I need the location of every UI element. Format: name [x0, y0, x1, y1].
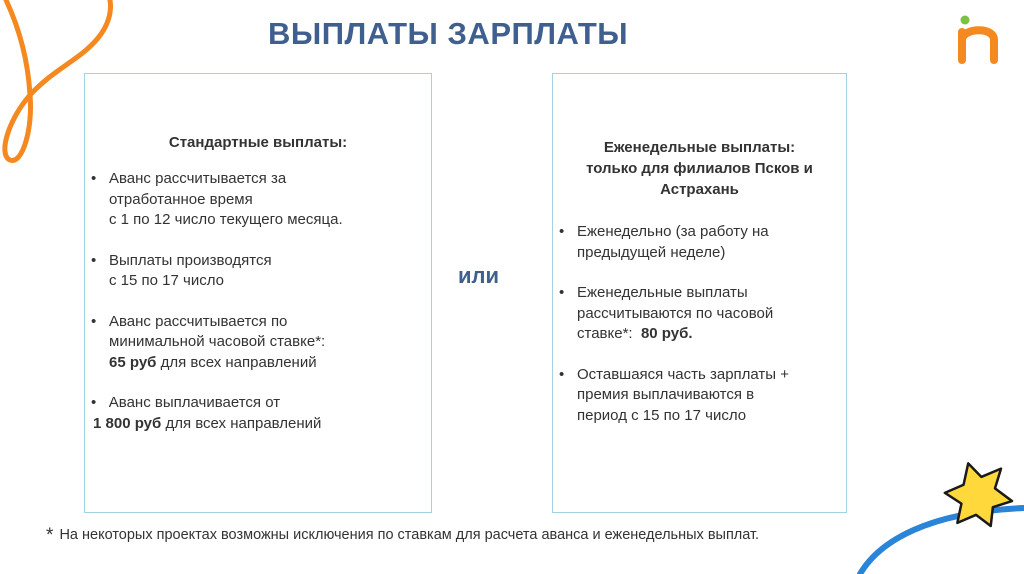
bullet-icon: • [559, 223, 565, 240]
page-title: ВЫПЛАТЫ ЗАРПЛАТЫ [268, 16, 629, 51]
item-text: для всех направлений [161, 414, 322, 432]
item-line: премия выплачиваются в [577, 386, 755, 403]
weekly-payments-list [553, 222, 846, 426]
standard-payments-list [85, 169, 431, 434]
list-item [559, 283, 846, 345]
footnote-text: На некоторых проектах возможны исключения по ставкам для расчета аванса и еженедельных выплат. [59, 527, 760, 543]
item-line: с 15 по 17 число [109, 272, 224, 289]
standard-payments-title: Стандартные выплаты: [168, 134, 348, 151]
title-line: только для филиалов Псков и [586, 160, 813, 177]
standard-payments-card [84, 73, 432, 513]
bullet-icon: • [91, 251, 97, 269]
weekly-rate-value: 80 руб. [640, 325, 693, 342]
bullet-icon: • [559, 365, 565, 383]
item-line: рассчитываются по часовой [577, 304, 774, 322]
item-line: Аванс рассчитывается за [109, 170, 287, 187]
title-line: Астрахань [660, 181, 739, 198]
item-line [91, 393, 431, 414]
item-text: для всех направлений [156, 353, 317, 371]
item-line: Еженедельные выплаты [577, 284, 748, 301]
item-line [109, 353, 431, 374]
item-line: Еженедельно (за работу на [577, 223, 769, 240]
weekly-payments-card [552, 73, 847, 513]
list-item [91, 393, 431, 434]
list-item [91, 312, 431, 374]
item-line: минимальной часовой ставке*: [109, 333, 326, 350]
item-line [577, 324, 846, 345]
footnote [46, 525, 759, 547]
item-line [91, 414, 431, 435]
bullet-icon: • [559, 284, 565, 301]
list-item [91, 251, 431, 292]
list-item [91, 169, 431, 231]
item-text: ставке*: [577, 325, 641, 342]
item-line: Аванс рассчитывается по [109, 312, 288, 330]
brand-logo-icon [958, 14, 1000, 66]
bullet-icon: • [91, 312, 97, 330]
item-line: отработанное время [109, 190, 253, 208]
item-line: Выплаты производятся [109, 251, 272, 269]
bullet-icon: • [91, 394, 97, 411]
item-line: Оставшаяся часть зарплаты + [577, 365, 790, 383]
advance-amount: 1 800 руб [93, 414, 162, 432]
footnote-asterisk: * [46, 525, 54, 546]
list-item [559, 222, 846, 263]
title-line: Еженедельные выплаты: [603, 139, 796, 156]
rate-value: 65 руб [109, 353, 157, 371]
or-label: или [458, 263, 500, 288]
list-item [559, 365, 846, 427]
item-line: с 1 по 12 число текущего месяца. [109, 211, 343, 228]
item-text: Аванс выплачивается от [108, 394, 281, 411]
bullet-icon: • [91, 170, 97, 187]
item-line: период с 15 по 17 число [577, 406, 747, 424]
item-line: предыдущей неделе) [577, 243, 726, 261]
weekly-payments-title [553, 137, 846, 200]
